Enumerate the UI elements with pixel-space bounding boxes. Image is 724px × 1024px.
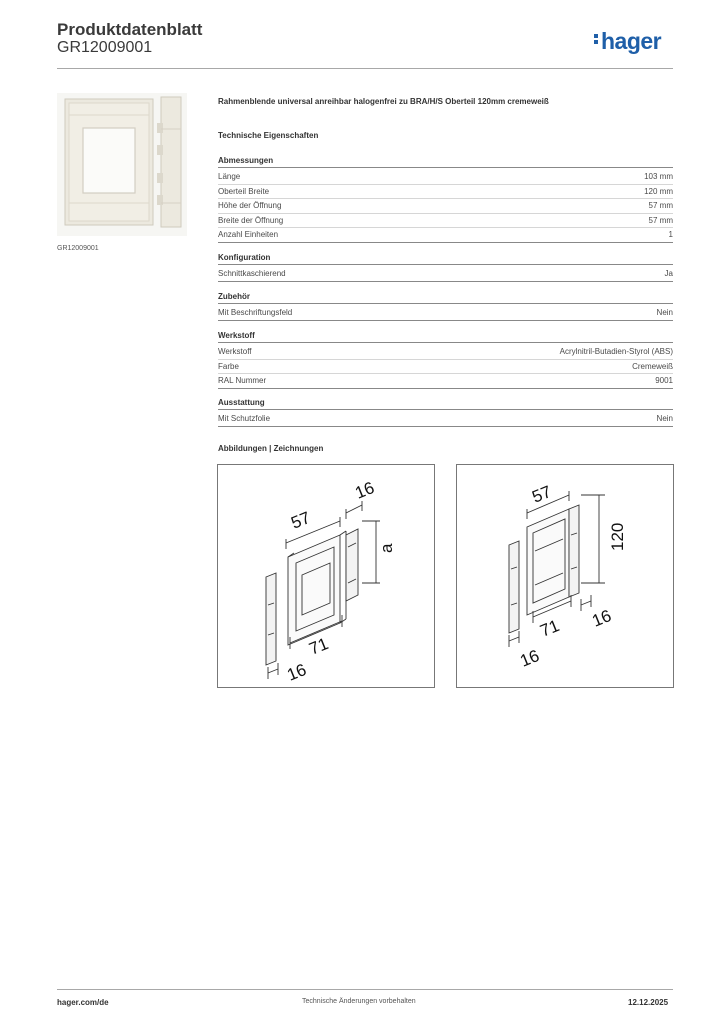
drawing-right — [456, 464, 674, 688]
logo-dots-icon — [594, 32, 599, 46]
dim-label-71: 71 — [537, 616, 563, 641]
dim-label-16-bottom: 16 — [284, 660, 310, 685]
document-title: Produktdatenblatt — [57, 20, 203, 39]
row-value: 57 mm — [648, 215, 673, 225]
dim-label-57: 57 — [288, 508, 314, 533]
footer-date: 12.12.2025 — [628, 998, 669, 1007]
row-label: Farbe — [218, 361, 239, 371]
row-value: 57 mm — [648, 201, 673, 211]
table-row — [218, 374, 673, 389]
dim-label-120: 120 — [608, 522, 627, 551]
dim-label-16-right: 16 — [589, 606, 615, 631]
logo-text: hager — [601, 28, 662, 54]
row-label: Anzahl Einheiten — [218, 230, 279, 240]
table-row — [218, 199, 673, 214]
section-werkstoff — [218, 330, 673, 389]
table-row — [218, 360, 673, 375]
row-value: Nein — [656, 308, 673, 317]
figures-heading: Abbildungen | Zeichnungen — [218, 444, 324, 453]
table-row — [218, 345, 673, 360]
section-title: Abmessungen — [218, 155, 673, 168]
row-value: 120 mm — [644, 186, 673, 196]
row-value: Acrylnitril-Butadien-Styrol (ABS) — [559, 347, 673, 356]
row-label: Breite der Öffnung — [218, 215, 284, 225]
table-row — [218, 170, 673, 185]
table-row — [218, 267, 673, 282]
footer-divider — [57, 989, 673, 990]
row-label: Mit Beschriftungsfeld — [218, 308, 293, 317]
dim-label-71: 71 — [306, 634, 332, 659]
table-row — [218, 412, 673, 427]
drawing-left — [217, 464, 435, 688]
dim-label-16-left: 16 — [517, 646, 543, 671]
section-abmessungen — [218, 155, 673, 243]
product-description: Rahmenblende universal anreihbar halogenfrei zu BRA/H/S Oberteil 120mm cremeweiß — [218, 97, 549, 106]
row-label: Oberteil Breite — [218, 186, 270, 196]
row-value: Cremeweiß — [632, 361, 673, 371]
hager-logo[interactable] — [594, 28, 661, 55]
row-label: Werkstoff — [218, 347, 252, 356]
table-row — [218, 228, 673, 243]
product-photo — [57, 93, 187, 236]
dim-label-a: a — [377, 543, 396, 553]
row-label: Mit Schutzfolie — [218, 414, 271, 423]
section-title: Konfiguration — [218, 252, 673, 265]
row-label: Schnittkaschierend — [218, 269, 286, 278]
row-value: 1 — [668, 230, 673, 240]
table-row — [218, 306, 673, 321]
section-title: Ausstattung — [218, 397, 673, 410]
section-title: Werkstoff — [218, 330, 673, 343]
dim-label-16-top: 16 — [352, 478, 378, 503]
table-row — [218, 185, 673, 200]
dim-label-57: 57 — [529, 482, 555, 507]
row-value: 103 mm — [644, 172, 673, 181]
section-konfiguration — [218, 252, 673, 282]
photo-caption: GR12009001 — [57, 245, 99, 252]
row-value: Ja — [664, 269, 673, 278]
row-value: 9001 — [655, 376, 673, 386]
row-label: Höhe der Öffnung — [218, 201, 282, 211]
header-divider — [57, 68, 673, 69]
footer-note: Technische Änderungen vorbehalten — [302, 998, 416, 1005]
section-ausstattung — [218, 397, 673, 427]
footer-website-link[interactable]: hager.com/de — [57, 998, 109, 1007]
table-row — [218, 214, 673, 229]
row-label: Länge — [218, 172, 241, 181]
section-zubehoer — [218, 291, 673, 321]
section-title: Zubehör — [218, 291, 673, 304]
row-label: RAL Nummer — [218, 376, 267, 386]
technical-properties-heading: Technische Eigenschaften — [218, 131, 319, 140]
article-number: GR12009001 — [57, 39, 153, 56]
row-value: Nein — [656, 414, 673, 423]
